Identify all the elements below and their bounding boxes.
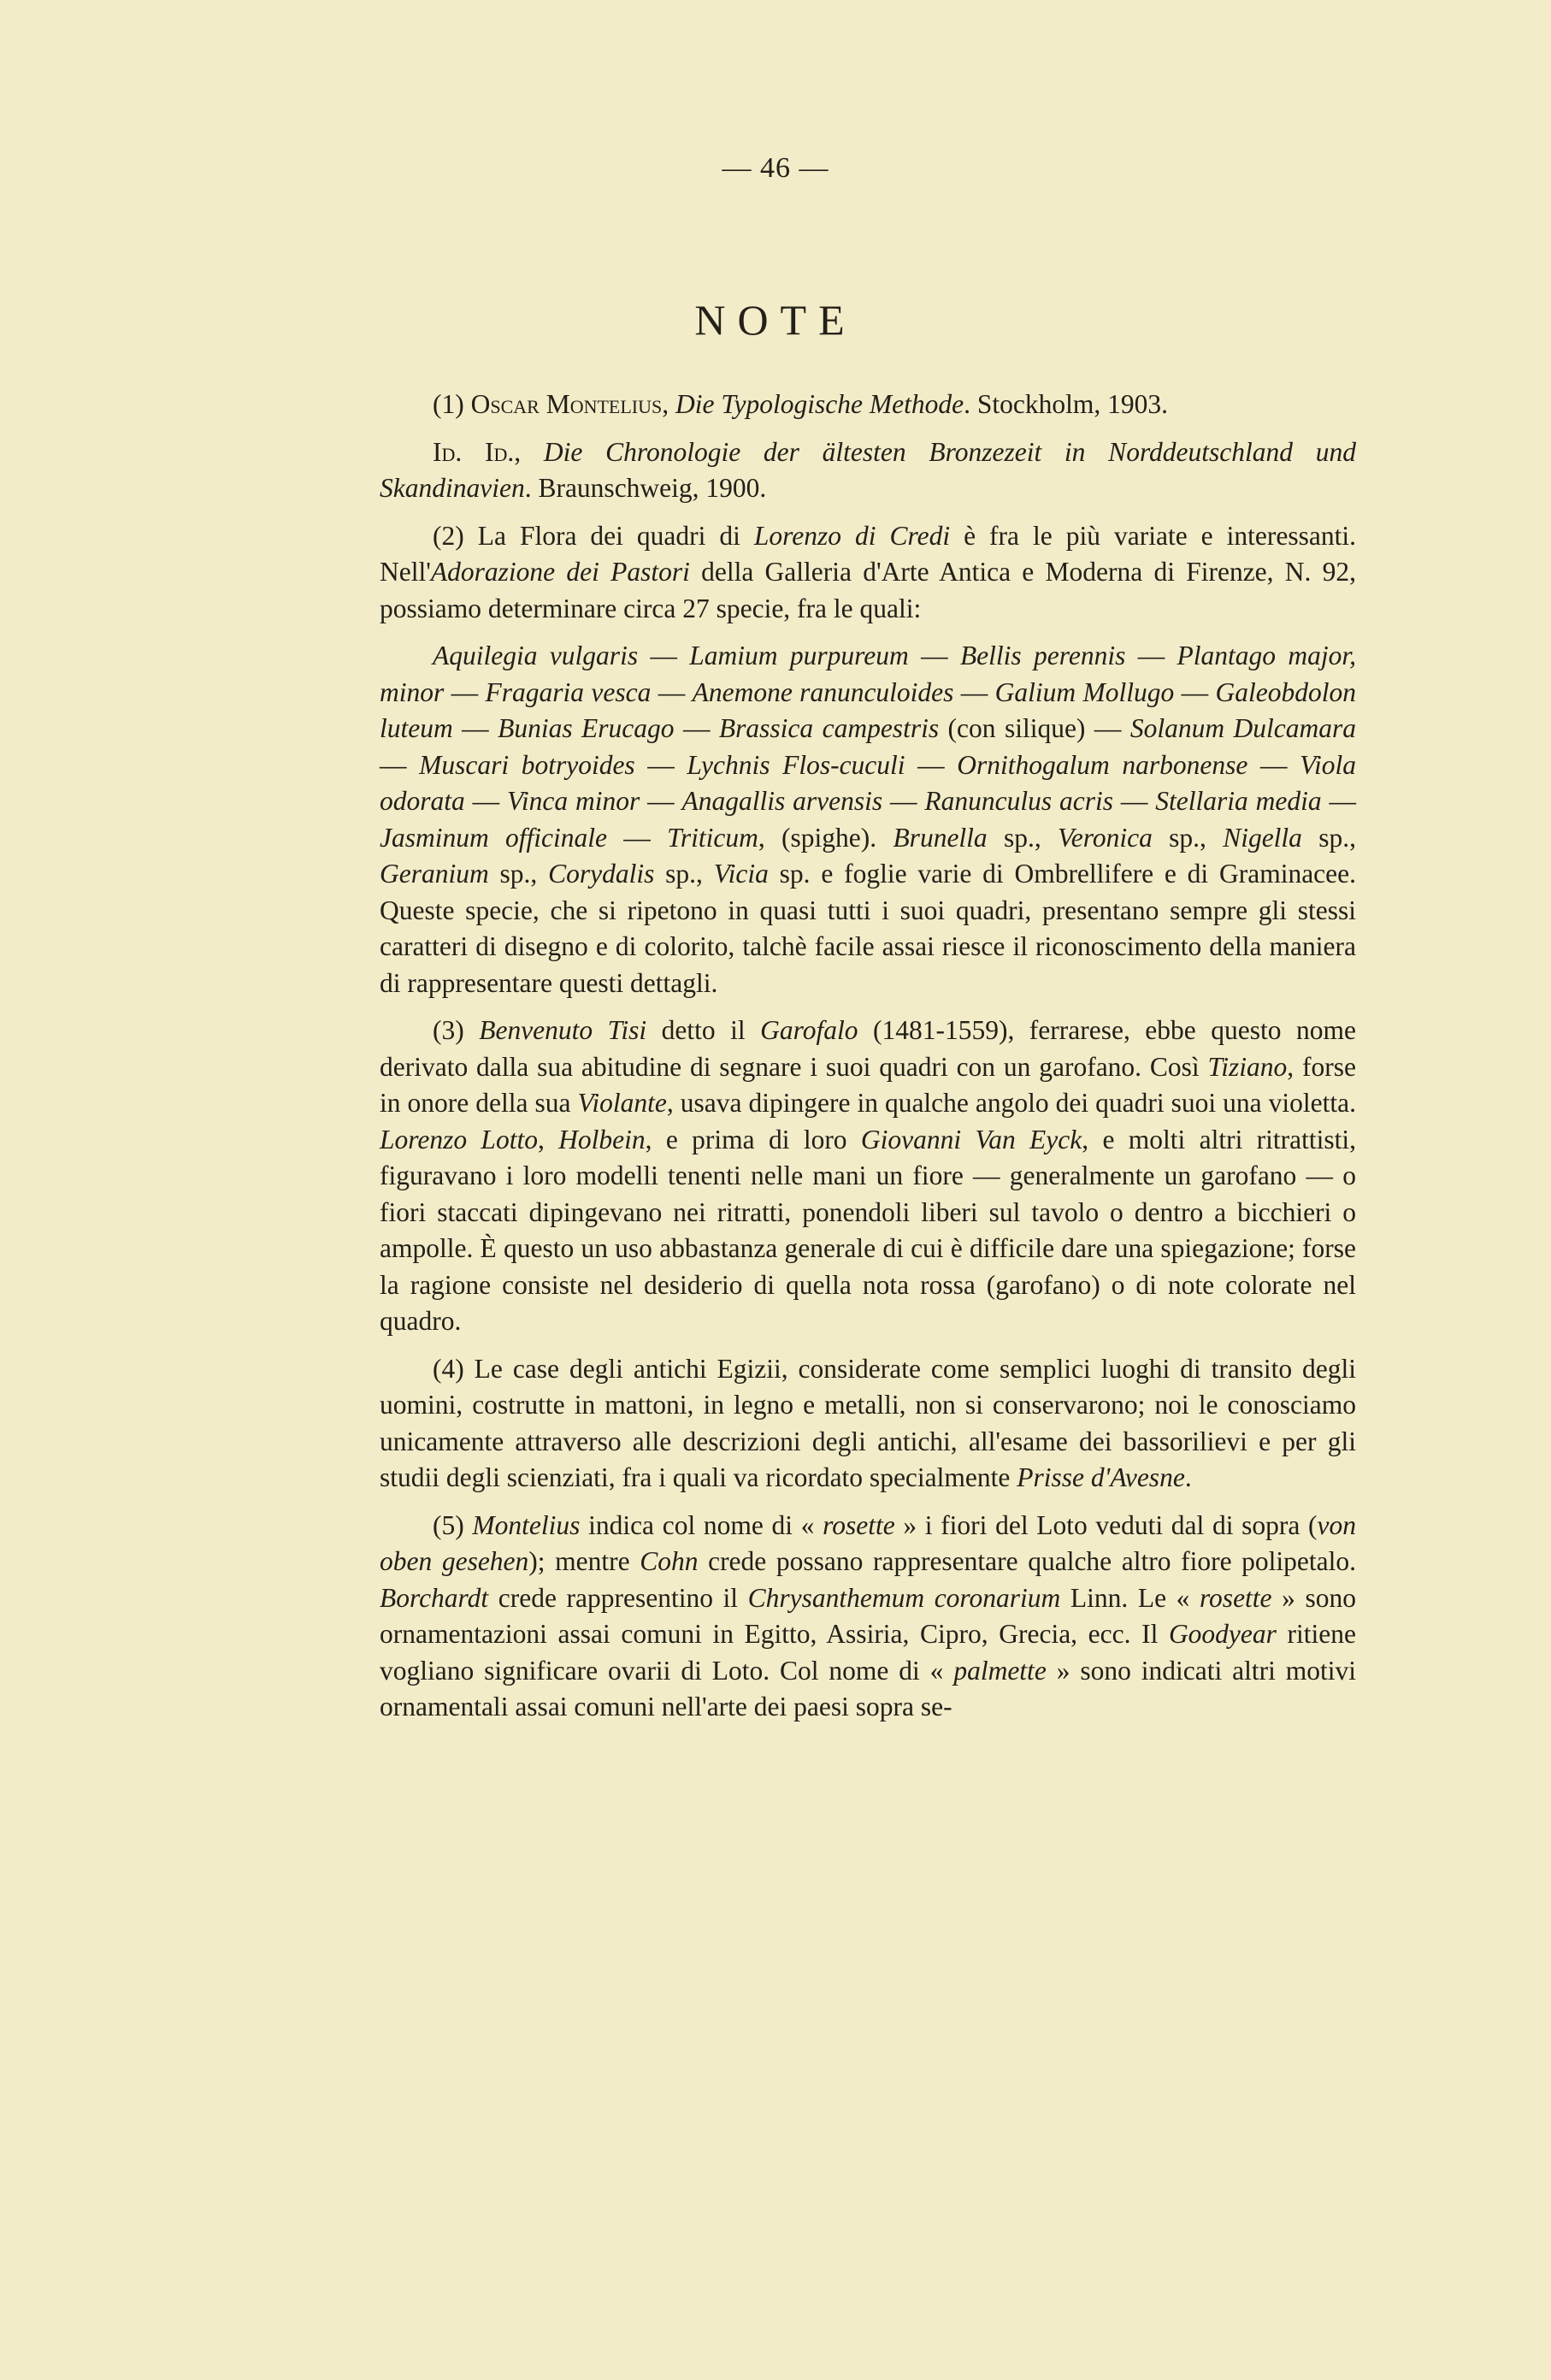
note-text: » sono indicati altri motivi ornamentali assai comuni nell'arte dei paesi sopra se- — [380, 1655, 1356, 1722]
note-text: — — [953, 676, 995, 707]
italic-text: Muscari botryoides — [419, 749, 635, 780]
note-text: sp., — [488, 859, 549, 889]
italic-text: Garofalo — [760, 1015, 858, 1045]
note-text: — — [908, 641, 960, 670]
note-text: — — [444, 676, 486, 707]
note-text: (4) Le case degli antichi Egizii, considerate come semplici luoghi di transito degli uomini, costrutte in mattoni, in legno e metalli, non si conservarono; noi le conosciamo unicamente attraverso alle descrizioni degli antichi, all'esame dei bassorilievi e per gli studii degli scienziati, fra i quali va ricordato specialmente — [380, 1353, 1356, 1492]
italic-text: Goodyear — [1168, 1619, 1277, 1649]
italic-text: Corydalis — [548, 859, 655, 889]
italic-text: Nigella — [1223, 822, 1302, 853]
italic-text: Triticum — [667, 822, 758, 853]
note-text: — — [1174, 676, 1216, 707]
note-text: (2) La Flora dei quadri di — [433, 520, 754, 551]
italic-text: Viola odorata — [380, 749, 1357, 816]
note-text: — — [1113, 786, 1156, 816]
italic-text: Brunella — [893, 822, 988, 853]
note-text: — — [634, 749, 687, 780]
note-2 — [380, 518, 1356, 628]
italic-text: Plantago major, minor — [380, 641, 1357, 707]
italic-text: Lychnis Flos-cuculi — [687, 749, 905, 780]
small-caps-text: Oscar Montelius — [470, 389, 663, 419]
italic-text: Anagallis arvensis — [681, 786, 883, 816]
note-text: — — [380, 749, 420, 780]
note-text: , e prima di loro — [645, 1124, 861, 1155]
italic-text: Vinca minor — [507, 786, 640, 816]
note-text: , e molti altri ritrattisti, figuravano i loro modelli tenenti nelle mani un fiore — generalmente un garofano — o fiori staccati dipingevano nei ritratti, ponendoli liberi sul tavolo o dentro a bicchieri o ampolle. È questo un uso abbastanza generale di cui è difficile dare una spiegazione; forse la ragione consiste nel desiderio di quella nota rossa (garofano) o di note colorate nel quadro. — [380, 1124, 1357, 1336]
note-text: sp., — [1152, 822, 1224, 853]
italic-text: Geranium — [380, 859, 489, 889]
note-text: ritiene vogliano significare ovarii di Loto. Col nome di « — [380, 1619, 1356, 1686]
note-text: sp., — [987, 822, 1059, 853]
notes-body — [380, 387, 1356, 1737]
note-text: detto il — [646, 1015, 761, 1045]
italic-text: Bunias Erucago — [498, 713, 675, 743]
italic-text: Brassica campestris — [718, 713, 940, 743]
note-text: — — [640, 786, 682, 816]
italic-text: Galeobdolon luteum — [380, 676, 1357, 743]
italic-text: palmette — [953, 1655, 1047, 1686]
italic-text: Lamium purpureum — [689, 641, 909, 670]
note-text: sp., — [1301, 822, 1356, 853]
note-text: — — [674, 713, 719, 743]
note-text: — — [452, 713, 498, 743]
note-text: della Galleria d'Arte Antica e Moderna di Firenze, N. 92, possiamo determinare circa 27 specie, fra le quali: — [380, 557, 1356, 623]
note-text: (1481-1559), ferrarese, ebbe questo nome derivato dalla sua abitudine di segnare i suoi quadri con un garofano. Così — [380, 1015, 1356, 1082]
section-heading: NOTE — [694, 296, 857, 344]
italic-text: Aquilegia vulgaris — [433, 641, 639, 670]
note-text: . Stockholm, 1903. — [964, 389, 1168, 419]
italic-text: Lorenzo Lotto — [380, 1124, 538, 1155]
note-text: sp., — [654, 859, 714, 889]
italic-text: Anemone ranunculoides — [692, 676, 954, 707]
note-2-species-list — [380, 638, 1356, 1001]
italic-text: Veronica — [1058, 822, 1153, 853]
note-text: crede possano rappresentare qualche altro fiore polipetalo. — [698, 1546, 1357, 1576]
italic-text: Violante — [577, 1088, 667, 1118]
italic-text: Cohn — [640, 1546, 699, 1576]
note-text: sp. e foglie varie di Ombrellifere e di Graminacee. Queste specie, che si ripetono in quasi tutti i suoi quadri, presentano sempre gli stessi caratteri di disegno e di colorito, talchè facile assai riesce il riconoscimento della maniera di rappresentare questi dettagli. — [380, 859, 1357, 998]
italic-text: Benvenuto Tisi — [479, 1015, 647, 1045]
small-caps-text: Id. Id. — [433, 436, 515, 467]
note-text: — — [607, 822, 668, 853]
note-text: , (spighe). — [758, 822, 893, 853]
note-text: — — [1125, 641, 1177, 670]
note-5 — [380, 1508, 1356, 1726]
note-text: (1) — [433, 389, 471, 419]
note-text: . Braunschweig, 1900. — [524, 473, 767, 503]
italic-text: Prisse d'Avesne — [1017, 1462, 1185, 1492]
italic-text: Jasminum officinale — [380, 822, 607, 853]
note-text: — — [1247, 749, 1300, 780]
italic-text: Ornithogalum narbonense — [957, 749, 1248, 780]
note-text: indica col nome di « — [580, 1509, 823, 1540]
italic-text: Vicia — [713, 859, 769, 889]
note-text: crede rappresentino il — [488, 1582, 748, 1613]
note-text: — — [882, 786, 925, 816]
italic-text: Adorazione dei Pastori — [430, 557, 690, 587]
italic-text: Die Chronologie der ältesten Bronzezeit in Norddeutschland und Skandinavien — [380, 436, 1356, 503]
italic-text: Chrysanthemum coronarium — [747, 1582, 1061, 1613]
italic-text: rosette — [1199, 1582, 1272, 1613]
italic-text: Die Typologische Methode — [675, 389, 964, 419]
note-text: — — [905, 749, 958, 780]
note-text: , — [537, 1124, 559, 1155]
note-text: » sono ornamentazioni assai comuni in Egitto, Assiria, Cipro, Grecia, ecc. Il — [380, 1582, 1356, 1649]
note-text: — — [651, 676, 693, 707]
note-text: Linn. Le « — [1060, 1582, 1200, 1613]
italic-text: rosette — [823, 1509, 895, 1540]
italic-text: Borchardt — [380, 1582, 489, 1613]
italic-text: Fragaria vesca — [485, 676, 652, 707]
page-number: — 46 — — [722, 152, 829, 184]
note-text: . — [1184, 1462, 1192, 1492]
note-text: è fra le più variate e interessanti. Nell' — [380, 520, 1356, 587]
italic-text: Solanum Dulcamara — [1129, 713, 1356, 743]
note-3 — [380, 1013, 1356, 1340]
note-text: , forse in onore della sua — [380, 1051, 1356, 1118]
italic-text: Lorenzo di Credi — [753, 520, 951, 551]
italic-text: Holbein — [558, 1124, 646, 1155]
italic-text: Galium Mollugo — [994, 676, 1175, 707]
note-text: , — [514, 436, 544, 467]
note-text: » i fiori del Loto veduti dal di sopra ( — [894, 1509, 1318, 1540]
note-text: — — [464, 786, 508, 816]
note-text: ); mentre — [528, 1546, 640, 1576]
note-text: (5) — [433, 1509, 473, 1540]
note-4 — [380, 1351, 1356, 1497]
note-text: — — [1321, 786, 1357, 816]
note-text: , usava dipingere in qualche angolo dei quadri suoi una violetta. — [666, 1088, 1356, 1118]
note-text: , — [662, 389, 676, 419]
note-text: (con silique) — — [939, 713, 1130, 743]
italic-text: Ranunculus acris — [924, 786, 1114, 816]
italic-text: Stellaria media — [1155, 786, 1322, 816]
italic-text: Montelius — [472, 1509, 581, 1540]
note-1 — [380, 387, 1356, 423]
note-1-continuation — [380, 434, 1356, 507]
note-text: (3) — [433, 1015, 480, 1045]
italic-text: von oben gesehen — [380, 1509, 1357, 1576]
italic-text: Bellis perennis — [959, 641, 1126, 670]
italic-text: Tiziano — [1207, 1051, 1288, 1082]
note-text: — — [638, 641, 690, 670]
italic-text: Giovanni Van Eyck — [860, 1124, 1082, 1155]
